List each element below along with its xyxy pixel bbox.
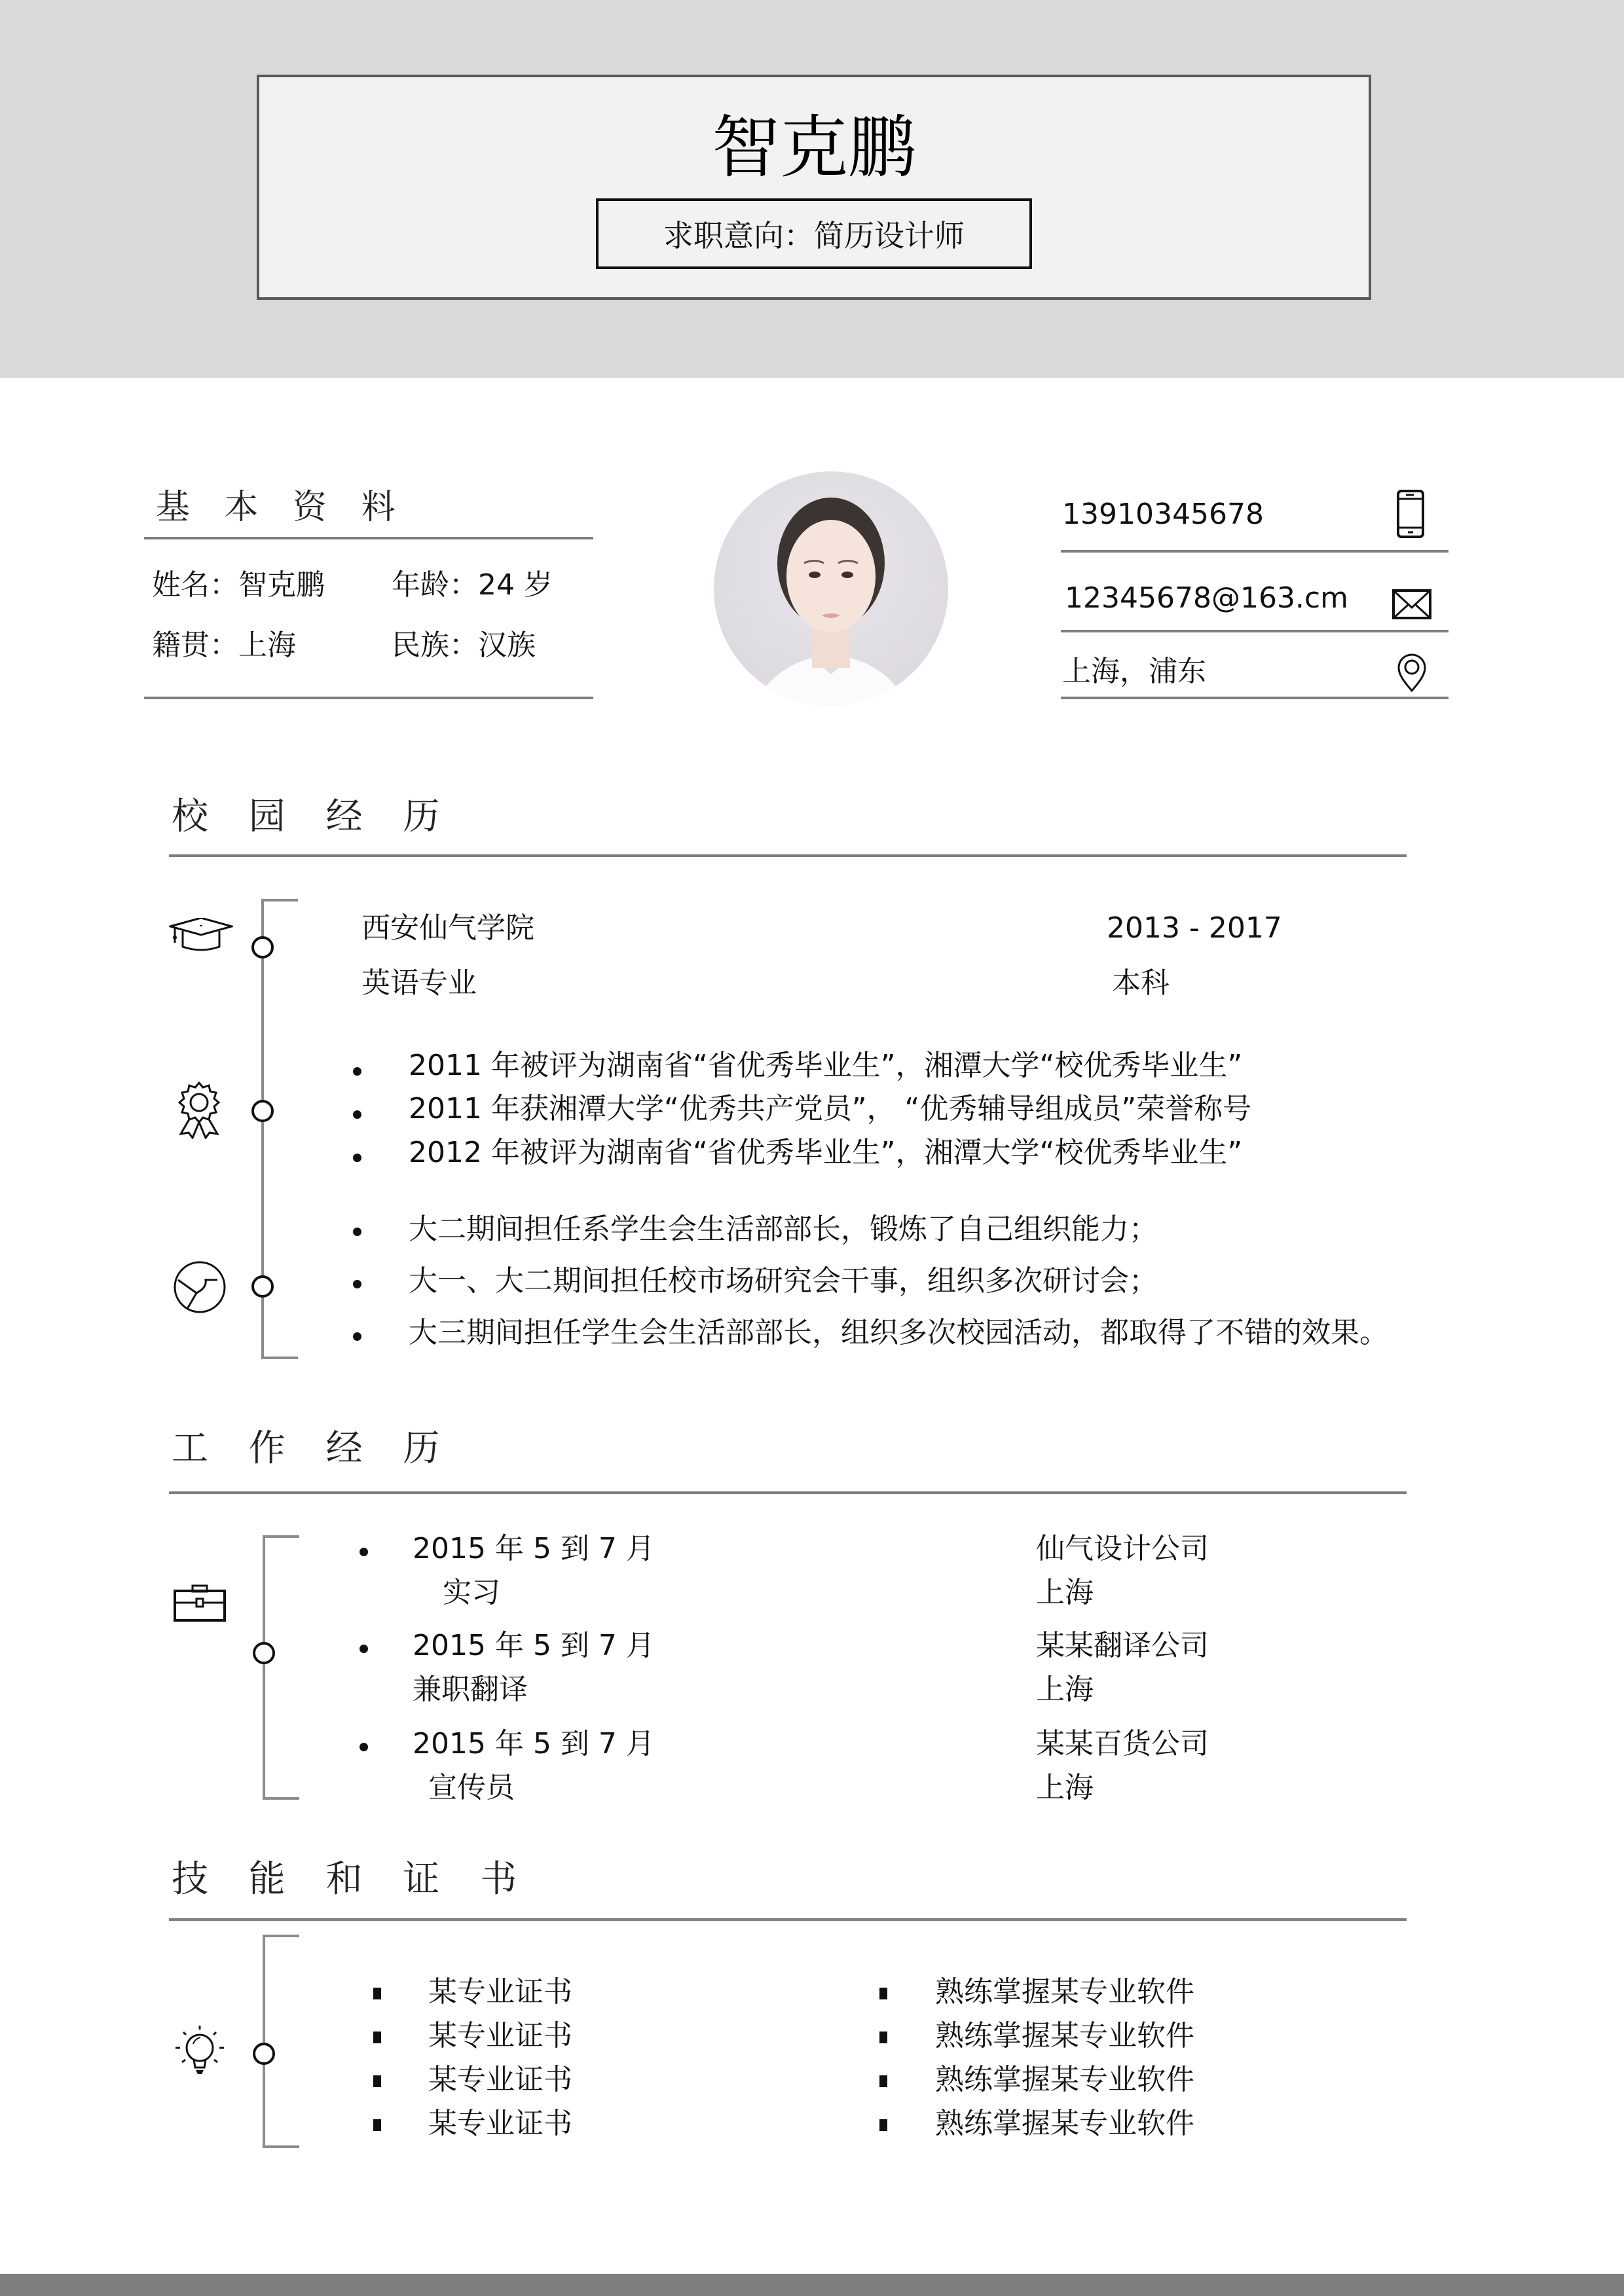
activity-item: 大二期间担任系学生会生活部部长，锻炼了自己组织能力； [409, 1212, 1158, 1246]
bullet-dot [360, 1548, 368, 1556]
ethnicity-field [392, 627, 536, 664]
campus-rule [169, 854, 1407, 857]
phone-value[interactable]: 13910345678 [1062, 498, 1264, 531]
job-period: 2015 年 5 到 7 月 [413, 1727, 655, 1760]
campus-node-activities [251, 1275, 274, 1298]
basic-info-title: 基 本 资 料 [156, 488, 407, 527]
name-value: 智克鹏 [238, 568, 325, 602]
skills-rule [169, 1918, 1407, 1921]
work-title: 工 作 经 历 [172, 1427, 454, 1470]
work-timeline-cap-bottom [263, 1797, 299, 1800]
mobile-phone-icon [1397, 490, 1424, 538]
briefcase-icon [173, 1584, 227, 1622]
campus-timeline-cap-top [261, 899, 298, 902]
software-item: 熟练掌握某专业软件 [935, 2107, 1194, 2140]
job-company: 仙气设计公司 [1036, 1532, 1209, 1565]
skills-title: 技 能 和 证 书 [172, 1858, 532, 1901]
work-timeline-line [263, 1535, 265, 1800]
footer-band [0, 2274, 1624, 2296]
bullet-dot [360, 1743, 368, 1751]
job-role: 实习 [443, 1576, 500, 1609]
bullet-square [879, 2119, 887, 2131]
bullet-square [879, 2075, 887, 2087]
award-item: 2012 年被评为湖南省“省优秀毕业生”，湘潭大学“校优秀毕业生” [409, 1136, 1243, 1169]
job-intent-text: 求职意向：简历设计师 [663, 218, 965, 253]
bullet-dot [353, 1280, 361, 1288]
phone-rule [1061, 550, 1449, 553]
activity-item: 大一、大二期间担任校市场研究会干事，组织多次研讨会； [409, 1264, 1158, 1298]
graduation-cap-icon [169, 918, 233, 955]
skills-timeline-cap-top [263, 1935, 299, 1937]
address-value: 上海，浦东 [1062, 655, 1206, 688]
job-period: 2015 年 5 到 7 月 [413, 1532, 655, 1565]
job-city: 上海 [1036, 1771, 1094, 1804]
ethnicity-label: 民族： [392, 629, 478, 662]
lightbulb-icon [172, 2024, 228, 2078]
job-intent-box [596, 198, 1032, 269]
award-item: 2011 年获湘潭大学“优秀共产党员”， “优秀辅导组成员”荣誉称号 [409, 1092, 1252, 1125]
job-city: 上海 [1036, 1576, 1094, 1609]
address-rule [1061, 697, 1449, 699]
bullet-dot [353, 1154, 361, 1162]
email-value[interactable]: 12345678@163.cm [1065, 581, 1348, 615]
certificate-item: 某专业证书 [428, 2107, 572, 2140]
hometown-field [152, 627, 296, 664]
bullet-square [373, 2075, 381, 2087]
bullet-dot [360, 1645, 368, 1653]
envelope-icon [1392, 589, 1431, 619]
job-period: 2015 年 5 到 7 月 [413, 1629, 655, 1662]
work-rule [169, 1491, 1407, 1494]
name-label: 姓名： [152, 568, 238, 602]
hometown-value: 上海 [238, 629, 296, 662]
school-name: 西安仙气学院 [361, 911, 534, 945]
bullet-dot [353, 1332, 361, 1341]
basic-info-top-rule [144, 537, 593, 539]
job-role: 兼职翻译 [413, 1673, 528, 1706]
basic-info-bottom-rule [144, 697, 593, 699]
email-rule [1061, 630, 1449, 632]
campus-timeline-cap-bottom [261, 1357, 298, 1359]
software-item: 熟练掌握某专业软件 [935, 2063, 1194, 2096]
work-timeline-cap-top [263, 1535, 299, 1538]
bullet-dot [353, 1228, 361, 1236]
campus-node-awards [251, 1100, 274, 1122]
age-value: 24 岁 [478, 568, 553, 602]
work-node [253, 1642, 275, 1664]
activity-item: 大三期间担任学生会生活部部长，组织多次校园活动，都取得了不错的效果。 [409, 1316, 1388, 1349]
skills-timeline-cap-bottom [263, 2145, 299, 2148]
campus-node-education [251, 936, 274, 958]
bullet-square [373, 2032, 381, 2043]
major: 英语专业 [361, 966, 477, 1000]
job-company: 某某百货公司 [1036, 1727, 1209, 1760]
degree: 本科 [1112, 966, 1170, 1000]
bullet-square [373, 2119, 381, 2131]
skills-node [253, 2043, 275, 2065]
award-ribbon-icon [174, 1082, 224, 1139]
age-field [392, 567, 553, 604]
candidate-name: 智克鹏 [711, 107, 916, 187]
award-item: 2011 年被评为湖南省“省优秀毕业生”，湘潭大学“校优秀毕业生” [409, 1049, 1243, 1082]
name-field [152, 567, 325, 604]
bullet-square [879, 1988, 887, 1999]
software-item: 熟练掌握某专业软件 [935, 2019, 1194, 2052]
campus-title: 校 园 经 历 [172, 795, 454, 838]
hometown-label: 籍贯： [152, 629, 238, 662]
ethnicity-value: 汉族 [478, 629, 536, 662]
certificate-item: 某专业证书 [428, 1975, 572, 2009]
bullet-dot [353, 1067, 361, 1076]
location-pin-icon [1397, 653, 1427, 693]
bullet-square [879, 2032, 887, 2043]
job-company: 某某翻译公司 [1036, 1629, 1209, 1662]
age-label: 年龄： [392, 568, 478, 602]
chrome-circle-icon [173, 1260, 227, 1314]
certificate-item: 某专业证书 [428, 2063, 572, 2096]
job-city: 上海 [1036, 1673, 1094, 1706]
portrait-illustration [714, 471, 948, 706]
school-years: 2013 - 2017 [1107, 911, 1282, 945]
bullet-square [373, 1988, 381, 1999]
profile-photo [714, 471, 948, 706]
software-item: 熟练掌握某专业软件 [935, 1975, 1194, 2009]
job-role: 宣传员 [428, 1771, 515, 1804]
skills-timeline-line [263, 1935, 265, 2148]
bullet-dot [353, 1110, 361, 1119]
certificate-item: 某专业证书 [428, 2019, 572, 2052]
